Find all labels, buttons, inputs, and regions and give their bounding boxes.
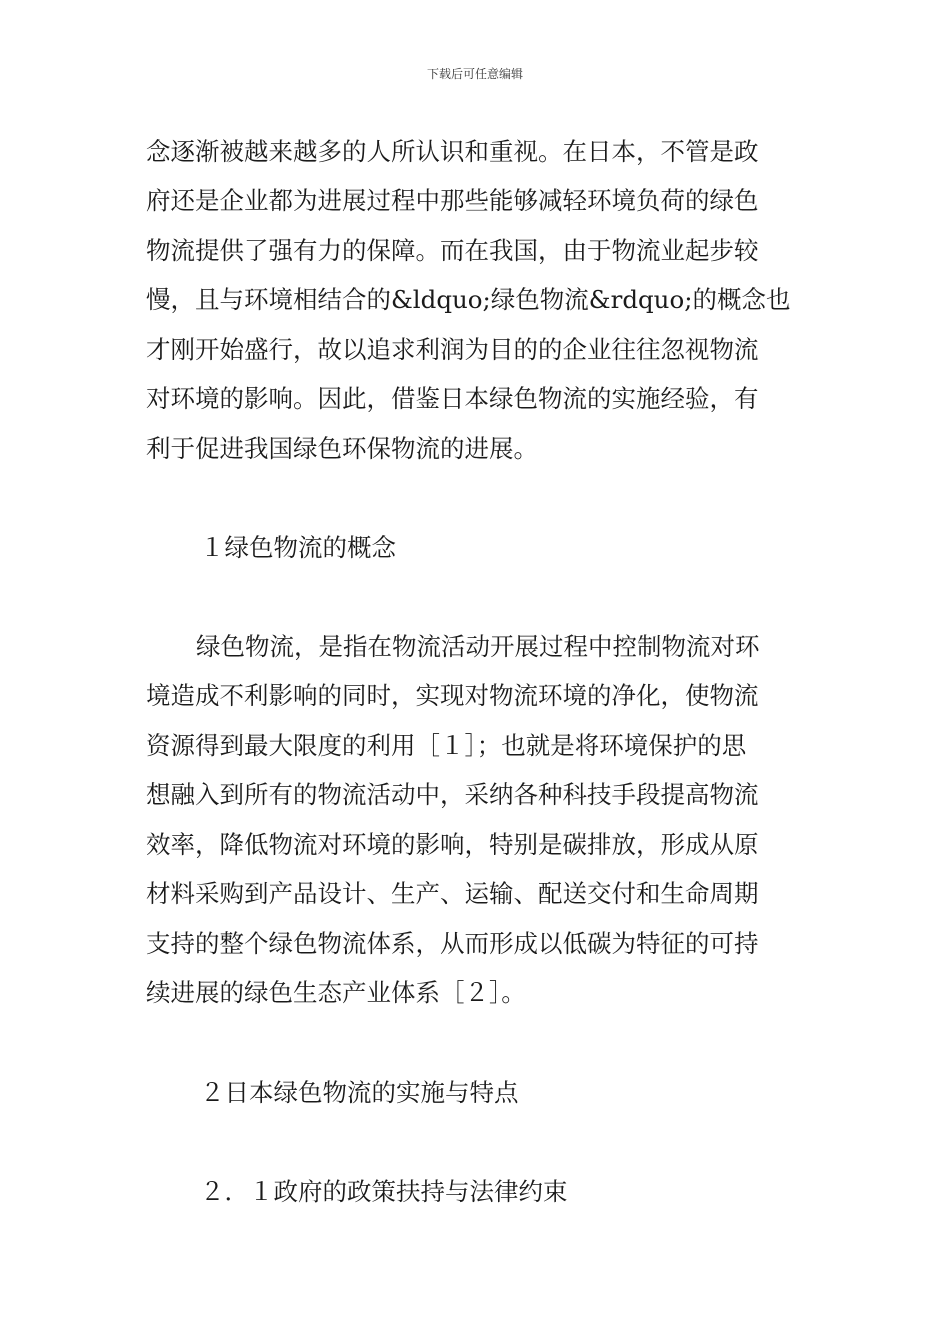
text-line: 慢，且与环境相结合的&ldquo;绿色物流&rdquo;的概念也 <box>146 285 791 314</box>
text-line: 续进展的绿色生态产业体系［２］。 <box>146 978 526 1007</box>
text-line: 府还是企业都为进展过程中那些能够减轻环境负荷的绿色 <box>146 186 759 215</box>
text-line: 才刚开始盛行，故以追求利润为目的的企业往往忽视物流 <box>146 335 759 364</box>
text-line: 资源得到最大限度的利用［１］；也就是将环境保护的思 <box>146 731 747 760</box>
text-line: 效率，降低物流对环境的影响，特别是碳排放，形成从原 <box>146 830 759 859</box>
text-line: 绿色物流，是指在物流活动开展过程中控制物流对环 <box>196 632 760 661</box>
text-line: 境造成不利影响的同时，实现对物流环境的净化，使物流 <box>146 681 759 710</box>
section-heading-2-1: ２．１政府的政策扶持与法律约束 <box>200 1177 568 1206</box>
text-line: 对环境的影响。因此，借鉴日本绿色物流的实施经验，有 <box>146 384 759 413</box>
page-header: 下载后可任意编辑 <box>426 67 523 81</box>
text-line: 利于促进我国绿色环保物流的进展。 <box>146 434 538 463</box>
text-line: 支持的整个绿色物流体系，从而形成以低碳为特征的可持 <box>146 929 759 958</box>
text-line: 想融入到所有的物流活动中，采纳各种科技手段提高物流 <box>146 780 759 809</box>
text-line: 念逐渐被越来越多的人所认识和重视。在日本，不管是政 <box>146 137 759 166</box>
text-line: 物流提供了强有力的保障。而在我国，由于物流业起步较 <box>146 236 759 265</box>
section-heading-1: １绿色物流的概念 <box>200 533 396 562</box>
text-line: 材料采购到产品设计、生产、运输、配送交付和生命周期 <box>146 879 759 908</box>
section-heading-2: ２日本绿色物流的实施与特点 <box>200 1078 519 1107</box>
